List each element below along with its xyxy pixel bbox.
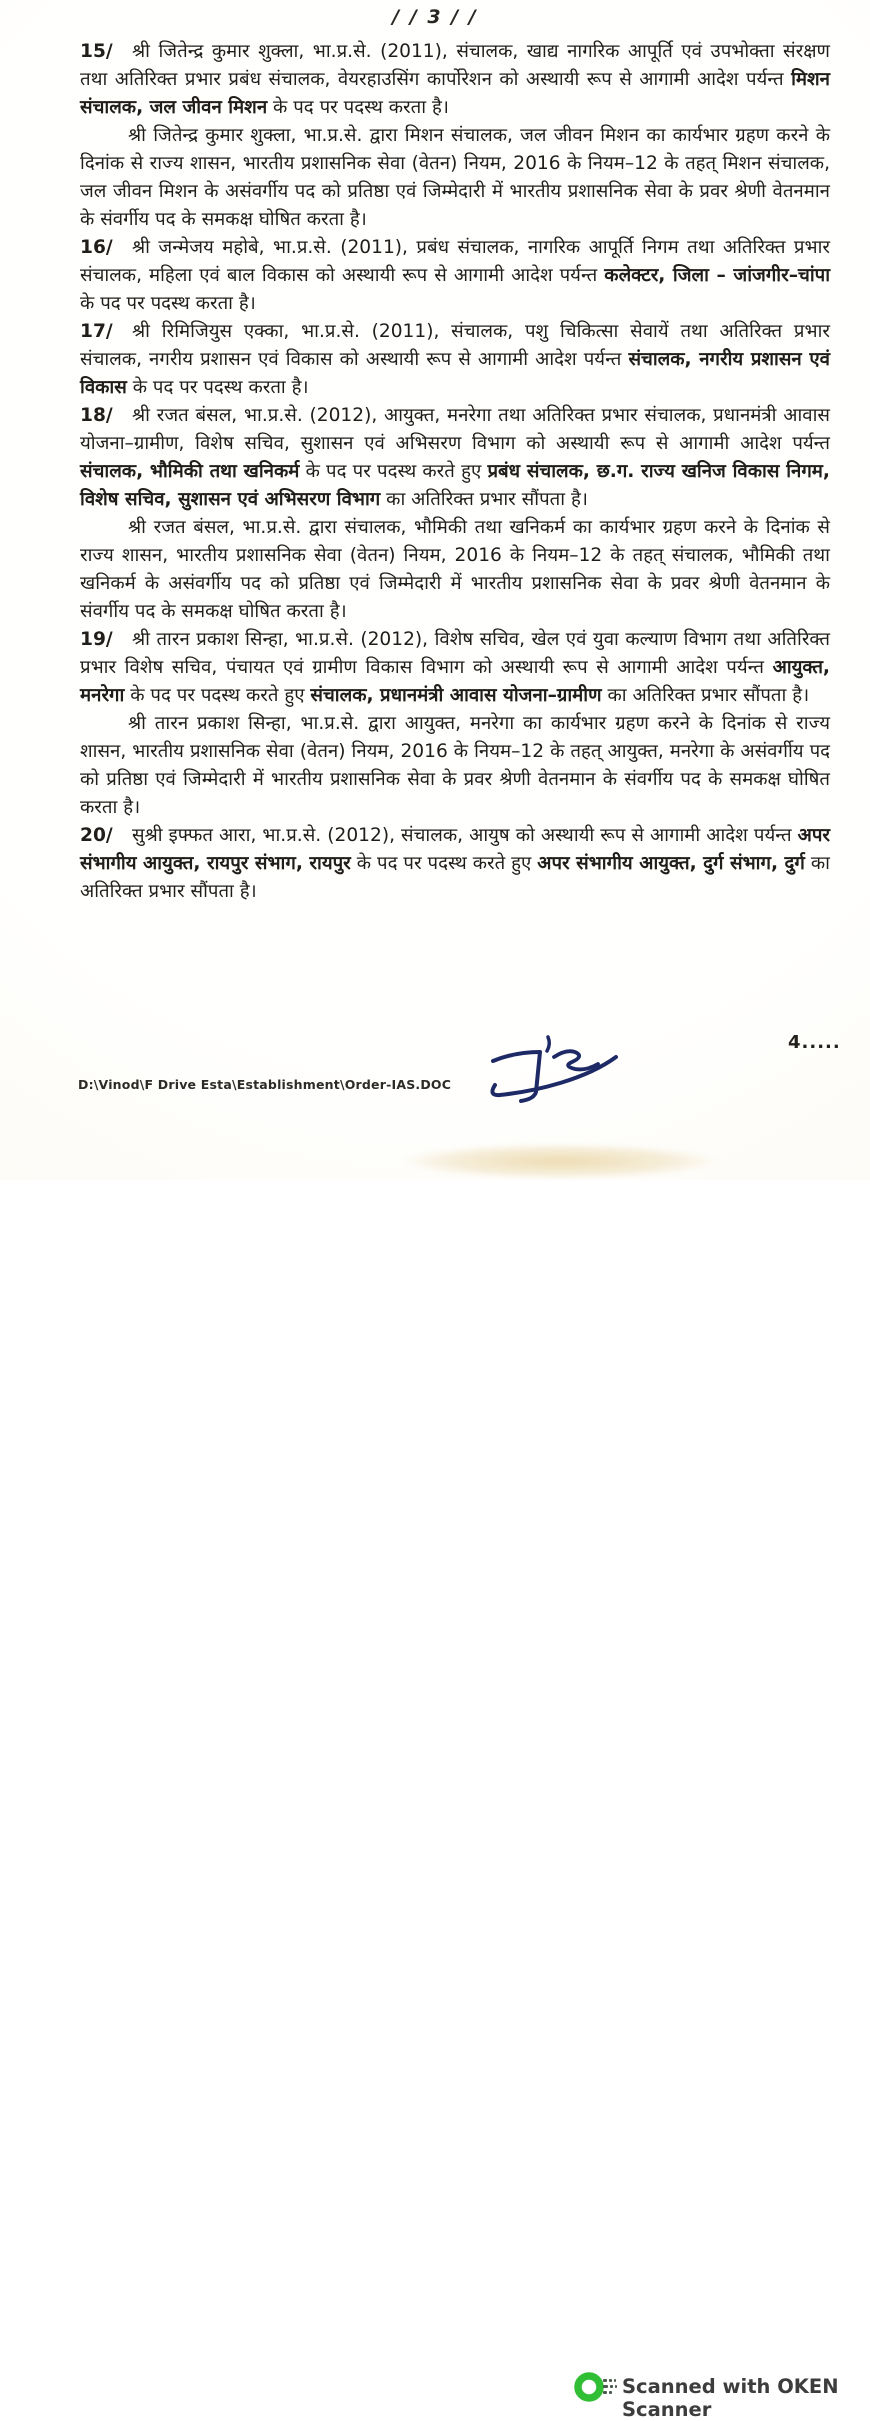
order-paragraph: [80, 626, 830, 710]
file-path: D:\Vinod\F Drive Esta\Establishment\Order-IAS.DOC: [78, 1077, 452, 1092]
document-body: [80, 38, 830, 906]
text-segment: के पद पर पदस्थ करते हुए: [350, 853, 538, 874]
order-paragraph: [80, 234, 830, 318]
text-segment: का अतिरिक्त प्रभार सौंपता है।: [601, 685, 810, 706]
text-segment: अपर संभागीय आयुक्त, दुर्ग संभाग, दुर्ग: [537, 853, 805, 874]
text-segment: के पद पर पदस्थ करते हुए: [299, 461, 488, 482]
order-paragraph: [80, 38, 830, 122]
scanner-credit-label: Scanned with OKEN Scanner: [622, 2375, 839, 2421]
paragraph-number: 17/: [80, 321, 113, 342]
text-segment: श्री जितेन्द्र कुमार शुक्ला, भा.प्र.से. (2011), संचालक, खाद्य नागरिक आपूर्ति एवं उपभोक्ता संरक्षण तथा अतिरिक्त प्रभार प्रबंध संचालक, वेयरहाउसिंग कार्पोरेशन को अस्थायी रूप से आगामी आदेश पर्यन्त: [80, 41, 830, 90]
order-paragraph: [80, 122, 830, 234]
scan-smudge-artifact: [375, 1136, 745, 1180]
text-segment: प्रबंध संचालक, छ.ग. राज्य खनिज विकास निगम, विशेष सचिव, सुशासन एवं अभिसरण विभाग: [80, 461, 830, 510]
text-segment: संचालक, प्रधानमंत्री आवास योजना–ग्रामीण: [310, 685, 602, 706]
text-segment: श्री तारन प्रकाश सिन्हा, भा.प्र.से. (2012), विशेष सचिव, खेल एवं युवा कल्याण विभाग तथा अतिरिक्त प्रभार विशेष सचिव, पंचायत एवं ग्रामीण विकास विभाग को अस्थायी रूप से आगामी आदेश पर्यन्त: [80, 629, 830, 678]
text-segment: के पद पर पदस्थ करता है।: [126, 377, 309, 398]
text-segment: श्री रिमिजियुस एक्का, भा.प्र.से. (2011), संचालक, पशु चिकित्सा सेवायें तथा अतिरिक्त प्रभार संचालक, नगरीय प्रशासन एवं विकास को अस्थायी रूप से आगामी आदेश पर्यन्त: [80, 321, 830, 370]
oken-scanner-logo-icon: [574, 2371, 620, 2403]
text-segment: श्री रजत बंसल, भा.प्र.से. (2012), आयुक्त, मनरेगा तथा अतिरिक्त प्रभार संचालक, प्रधानमंत्री आवास योजना–ग्रामीण, विशेष सचिव, सुशासन एवं अभिसरण विभाग को अस्थायी रूप से आगामी आदेश पर्यन्त: [80, 405, 830, 454]
text-segment: अपर संभागीय आयुक्त, रायपुर संभाग, रायपुर: [80, 825, 830, 874]
scanner-footer: [0, 1180, 870, 2421]
order-paragraph: [80, 402, 830, 514]
text-segment: श्री रजत बंसल, भा.प्र.से. द्वारा संचालक, भौमिकी तथा खनिकर्म का कार्यभार ग्रहण करने के दिनांक से राज्य शासन, भारतीय प्रशासनिक सेवा (वेतन) नियम, 2016 के नियम–12 के तहत् संचालक, भौमिकी तथा खनिकर्म के असंवर्गीय पद को प्रतिष्ठा एवं जिम्मेदारी में भारतीय प्रशासनिक सेवा के प्रवर श्रेणी वेतनमान के संवर्गीय पद के समकक्ष घोषित करता है।: [80, 517, 830, 622]
text-segment: मिशन संचालक, जल जीवन मिशन: [80, 69, 830, 118]
page-number: / / 3 / /: [392, 6, 478, 28]
text-segment: आयुक्त, मनरेगा: [80, 657, 830, 706]
continuation-mark: 4.....: [788, 1032, 841, 1053]
order-paragraph: [80, 822, 830, 906]
text-segment: श्री जितेन्द्र कुमार शुक्ला, भा.प्र.से. द्वारा मिशन संचालक, जल जीवन मिशन का कार्यभार ग्रहण करने के दिनांक से राज्य शासन, भारतीय प्रशासनिक सेवा (वेतन) नियम, 2016 के नियम–12 के तहत् मिशन संचालक, जल जीवन मिशन के असंवर्गीय पद को प्रतिष्ठा एवं जिम्मेदारी में भारतीय प्रशासनिक सेवा के प्रवर श्रेणी वेतनमान के संवर्गीय पद के समकक्ष घोषित करता है।: [80, 125, 830, 230]
paragraph-number: 20/: [80, 825, 113, 846]
text-segment: सुश्री इफ्फत आरा, भा.प्र.से. (2012), संचालक, आयुष को अस्थायी रूप से आगामी आदेश पर्यन्त: [132, 825, 798, 846]
order-paragraph: [80, 514, 830, 626]
text-segment: श्री तारन प्रकाश सिन्हा, भा.प्र.से. द्वारा आयुक्त, मनरेगा का कार्यभार ग्रहण करने के दिनांक से राज्य शासन, भारतीय प्रशासनिक सेवा (वेतन) नियम, 2016 के नियम–12 के तहत् आयुक्त, मनरेगा के असंवर्गीय पद को प्रतिष्ठा एवं जिम्मेदारी में भारतीय प्रशासनिक सेवा के प्रवर श्रेणी वेतनमान के संवर्गीय पद के समकक्ष घोषित करता है।: [80, 713, 830, 818]
text-segment: का अतिरिक्त प्रभार सौंपता है।: [80, 853, 830, 902]
paragraph-number: 15/: [80, 41, 113, 62]
text-segment: संचालक, भौमिकी तथा खनिकर्म: [80, 461, 300, 482]
text-segment: के पद पर पदस्थ करते हुए: [124, 685, 311, 706]
signature-mark: [468, 1005, 638, 1105]
text-segment: श्री जन्मेजय महोबे, भा.प्र.से. (2011), प्रबंध संचालक, नागरिक आपूर्ति निगम तथा अतिरिक्त प्रभार संचालक, महिला एवं बाल विकास को अस्थायी रूप से आगामी आदेश पर्यन्त: [80, 237, 830, 286]
text-segment: के पद पर पदस्थ करता है।: [80, 293, 256, 314]
text-segment: संचालक, नगरीय प्रशासन एवं विकास: [80, 349, 830, 398]
paragraph-number: 16/: [80, 237, 113, 258]
text-segment: कलेक्टर, जिला – जांजगीर–चांपा: [604, 265, 831, 286]
order-paragraph: [80, 318, 830, 402]
scanned-document-page: [0, 0, 870, 1180]
text-segment: का अतिरिक्त प्रभार सौंपता है।: [380, 489, 588, 510]
text-segment: के पद पर पदस्थ करता है।: [267, 97, 449, 118]
paragraph-number: 19/: [80, 629, 113, 650]
order-paragraph: [80, 710, 830, 822]
paragraph-number: 18/: [80, 405, 113, 426]
